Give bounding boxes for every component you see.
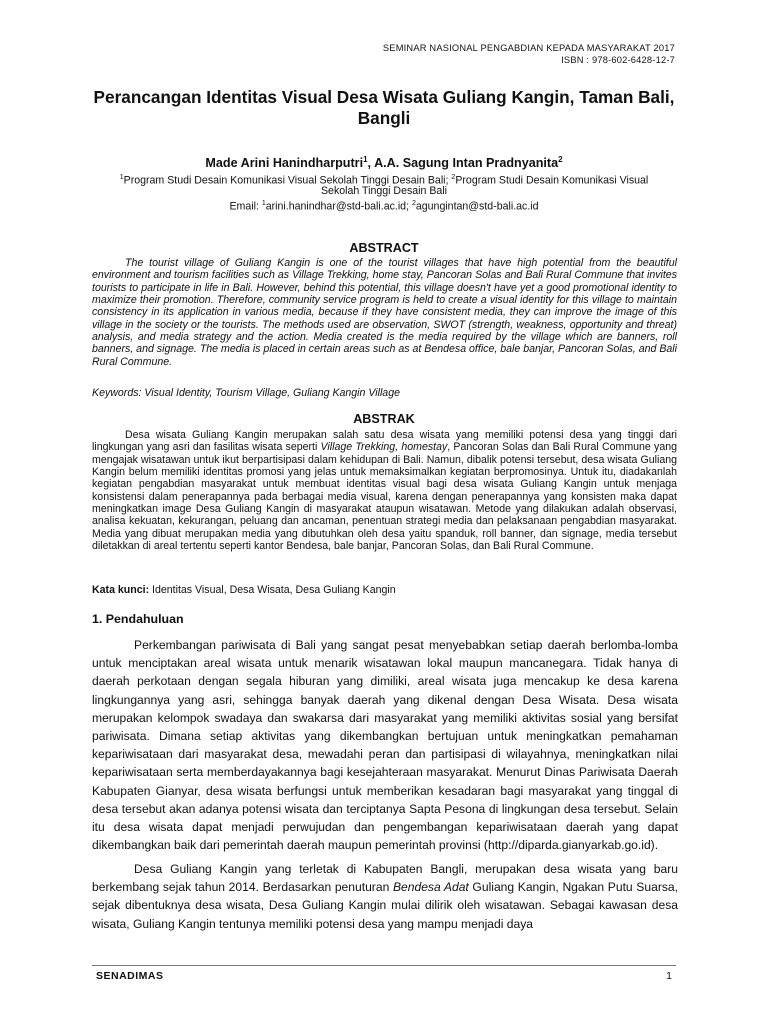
abstrak-body-1: Desa wisata Guliang Kangin merupakan salah satu desa wisata yang memiliki potensi desa yang tinggi dari lingkungan yang asri dan fasilitas wisata seperti	[92, 429, 677, 454]
email-line	[80, 198, 688, 213]
email-2: agungintan@std-bali.ac.id	[415, 200, 539, 213]
section-1-paragraph-2	[92, 860, 678, 933]
abstrak-heading: ABSTRAK	[353, 412, 415, 426]
abstract-heading: ABSTRACT	[349, 241, 419, 255]
affiliation-2: Program Studi Desain Komunikasi Visual	[455, 174, 649, 187]
abstrak-body-italic: Village Trekking, homestay	[320, 441, 448, 454]
email-sup-1: 1	[261, 200, 266, 207]
email-sup-2: 2	[411, 200, 416, 207]
isbn-header: ISBN : 978-602-6428-12-7	[561, 55, 675, 65]
abstract-keywords: Keywords: Visual Identity, Tourism Village, Guliang Kangin Village	[92, 387, 400, 399]
section-1-heading: 1. Pendahuluan	[92, 612, 184, 626]
abstract-body: The tourist village of Guliang Kangin is one of the tourist villages that have high potential from the beautiful environment and tourism facilities such as Village Trekking, home stay, Pancoran Solas and Bali Rural Commune that invites tourists to participate in life in Bali. However, behind this potential, this village doesn't have yet a good promotional identity to maximize their promotion. Therefore, community service program is held to create a visual identity for this village to maintain consistency in its application in various media, because if they have consistent media, they can improve the image of this village in the society or the tourists. The methods used are observation, SWOT (strength, weakness, opportunity and threat) analysis, and media strategy and the action. Media created is the media required by the village which are banners, roll banners, and signage. The media is placed in certain areas such as at Bendesa office, bale banjar, Pancoran Solas, and Bali Rural Commune.	[92, 257, 677, 368]
abstrak-text	[92, 429, 677, 552]
author-1-sup: 1	[363, 155, 368, 164]
abstract-text	[92, 257, 677, 368]
para2-text-2: Guliang Kangin, Ngakan Putu Suarsa, sejak dibentuknya desa wisata, Desa Guliang Kangin mulai dilirik oleh wisatawan. Sebagai kawasan desa wisata, Guliang Kangin tentunya memiliki potensi desa yang mampu menjadi daya	[92, 880, 678, 931]
abstrak-keywords-values: Identitas Visual, Desa Wisata, Desa Guliang Kangin	[149, 584, 396, 596]
email-1: arini.hanindhar@std-bali.ac.id;	[265, 200, 412, 213]
affiliation-sup-1: 1	[119, 174, 124, 181]
email-label: Email:	[229, 200, 262, 213]
abstrak-keywords	[92, 584, 677, 596]
author-1: Made Arini Hanindharputri	[205, 156, 364, 171]
paper-title: Perancangan Identitas Visual Desa Wisata Guliang Kangin, Taman Bali, Bangli	[93, 87, 675, 128]
footer-label: SENADIMAS	[96, 970, 164, 982]
abstrak-body-2: , Pancoran Solas dan Bali Rural Commune yang mengajak wisatawan untuk ikut berpartisipasi dalam kehidupan di Bali. Namun, dibalik potensi tersebut, desa wisata Guliang Kangin belum memiliki identitas promosi yang jelas untuk memaksimalkan kegiatan berpromosinya. Untuk itu, diadakanlah kegiatan pengabdian masyarakat untuk membuat identitas visual bagi desa wisata Guliang Kangin untuk menjaga konsistensi dalam penerapannya pada berbagai media visual, karena dengan penerapannya yang konsisten maka dapat meningkatkan image Desa Guliang Kangin di masyarakat ataupun wisatawan. Metode yang dilakukan adalah observasi, analisa kekuatan, kekurangan, peluang dan ancaman, penentuan strategi media dan pelaksanaan pengabdian masyarakat. Media yang dibuat merupakan media yang dibutuhkan oleh desa yaitu spanduk, roll banner, dan signage, media tersebut diletakkan di areal tertentu seperti kantor Bendesa, bale banjar, Pancoran Solas, dan Bali Rural Commune.	[92, 441, 677, 553]
author-separator: ,	[367, 156, 375, 171]
author-2: A.A. Sagung Intan Pradnyanita	[374, 156, 559, 171]
section-1-paragraph-1: Perkembangan pariwisata di Bali yang sangat pesat menyebabkan setiap daerah berlomba-lomba untuk menciptakan areal wisata untuk menarik wisatawan lokal maupun mancanegara. Tidak hanya di daerah perkotaan dengan segala hiburan yang dimiliki, areal wisata juga mencakup ke desa karena lingkungannya yang asri, sehingga banyak daerah yang dikenal dengan Desa Wisata. Desa wisata merupakan kelompok swadaya dan swakarsa dari masyarakat yang memiliki aktivitas sosial yang bersifat pariwisata. Dimana setiap aktivitas yang dikembangkan bertujuan untuk meningkatkan pemahaman kepariwisataan dari masyarakat desa, mewadahi peran dan partisipasi di wilayahnya, meningkatkan nilai kepariwisataan serta memberdayakannya bagi kesejahteraan masyarakat. Menurut Dinas Pariwisata Daerah Kabupaten Gianyar, desa wisata berfungsi untuk memberikan kesadaran bagi masyarakat yang tinggal di desa tersebut akan adanya potensi wisata dan terciptanya Sapta Pesona di lingkungan desa tersebut. Selain itu desa wisata dapat menjadi perwujudan dan pengembangan kepariwisataan daerah yang dapat dikembangkan baik dari pemerintah daerah maupun pemerintah provinsi (http://diparda.gianyarkab.go.id).	[92, 638, 678, 853]
author-2-sup: 2	[558, 155, 563, 164]
footer-divider	[92, 965, 676, 966]
affiliation-sup-2: 2	[451, 174, 456, 181]
affiliation-1: Program Studi Desain Komunikasi Visual Sekolah Tinggi Desain Bali;	[123, 174, 452, 187]
page-number: 1	[666, 970, 672, 982]
abstrak-keywords-label: Kata kunci:	[92, 584, 150, 596]
seminar-header: SEMINAR NASIONAL PENGABDIAN KEPADA MASYARAKAT 2017	[382, 43, 675, 53]
para2-text-1: Desa Guliang Kangin yang terletak di Kabupaten Bangli, merupakan desa wisata yang baru berkembang sejak tahun 2014. Berdasarkan penuturan	[92, 862, 678, 895]
author-line	[80, 155, 688, 170]
affiliation-line-2: Sekolah Tinggi Desain Bali	[320, 185, 448, 197]
para2-italic: Bendesa Adat	[392, 880, 469, 895]
